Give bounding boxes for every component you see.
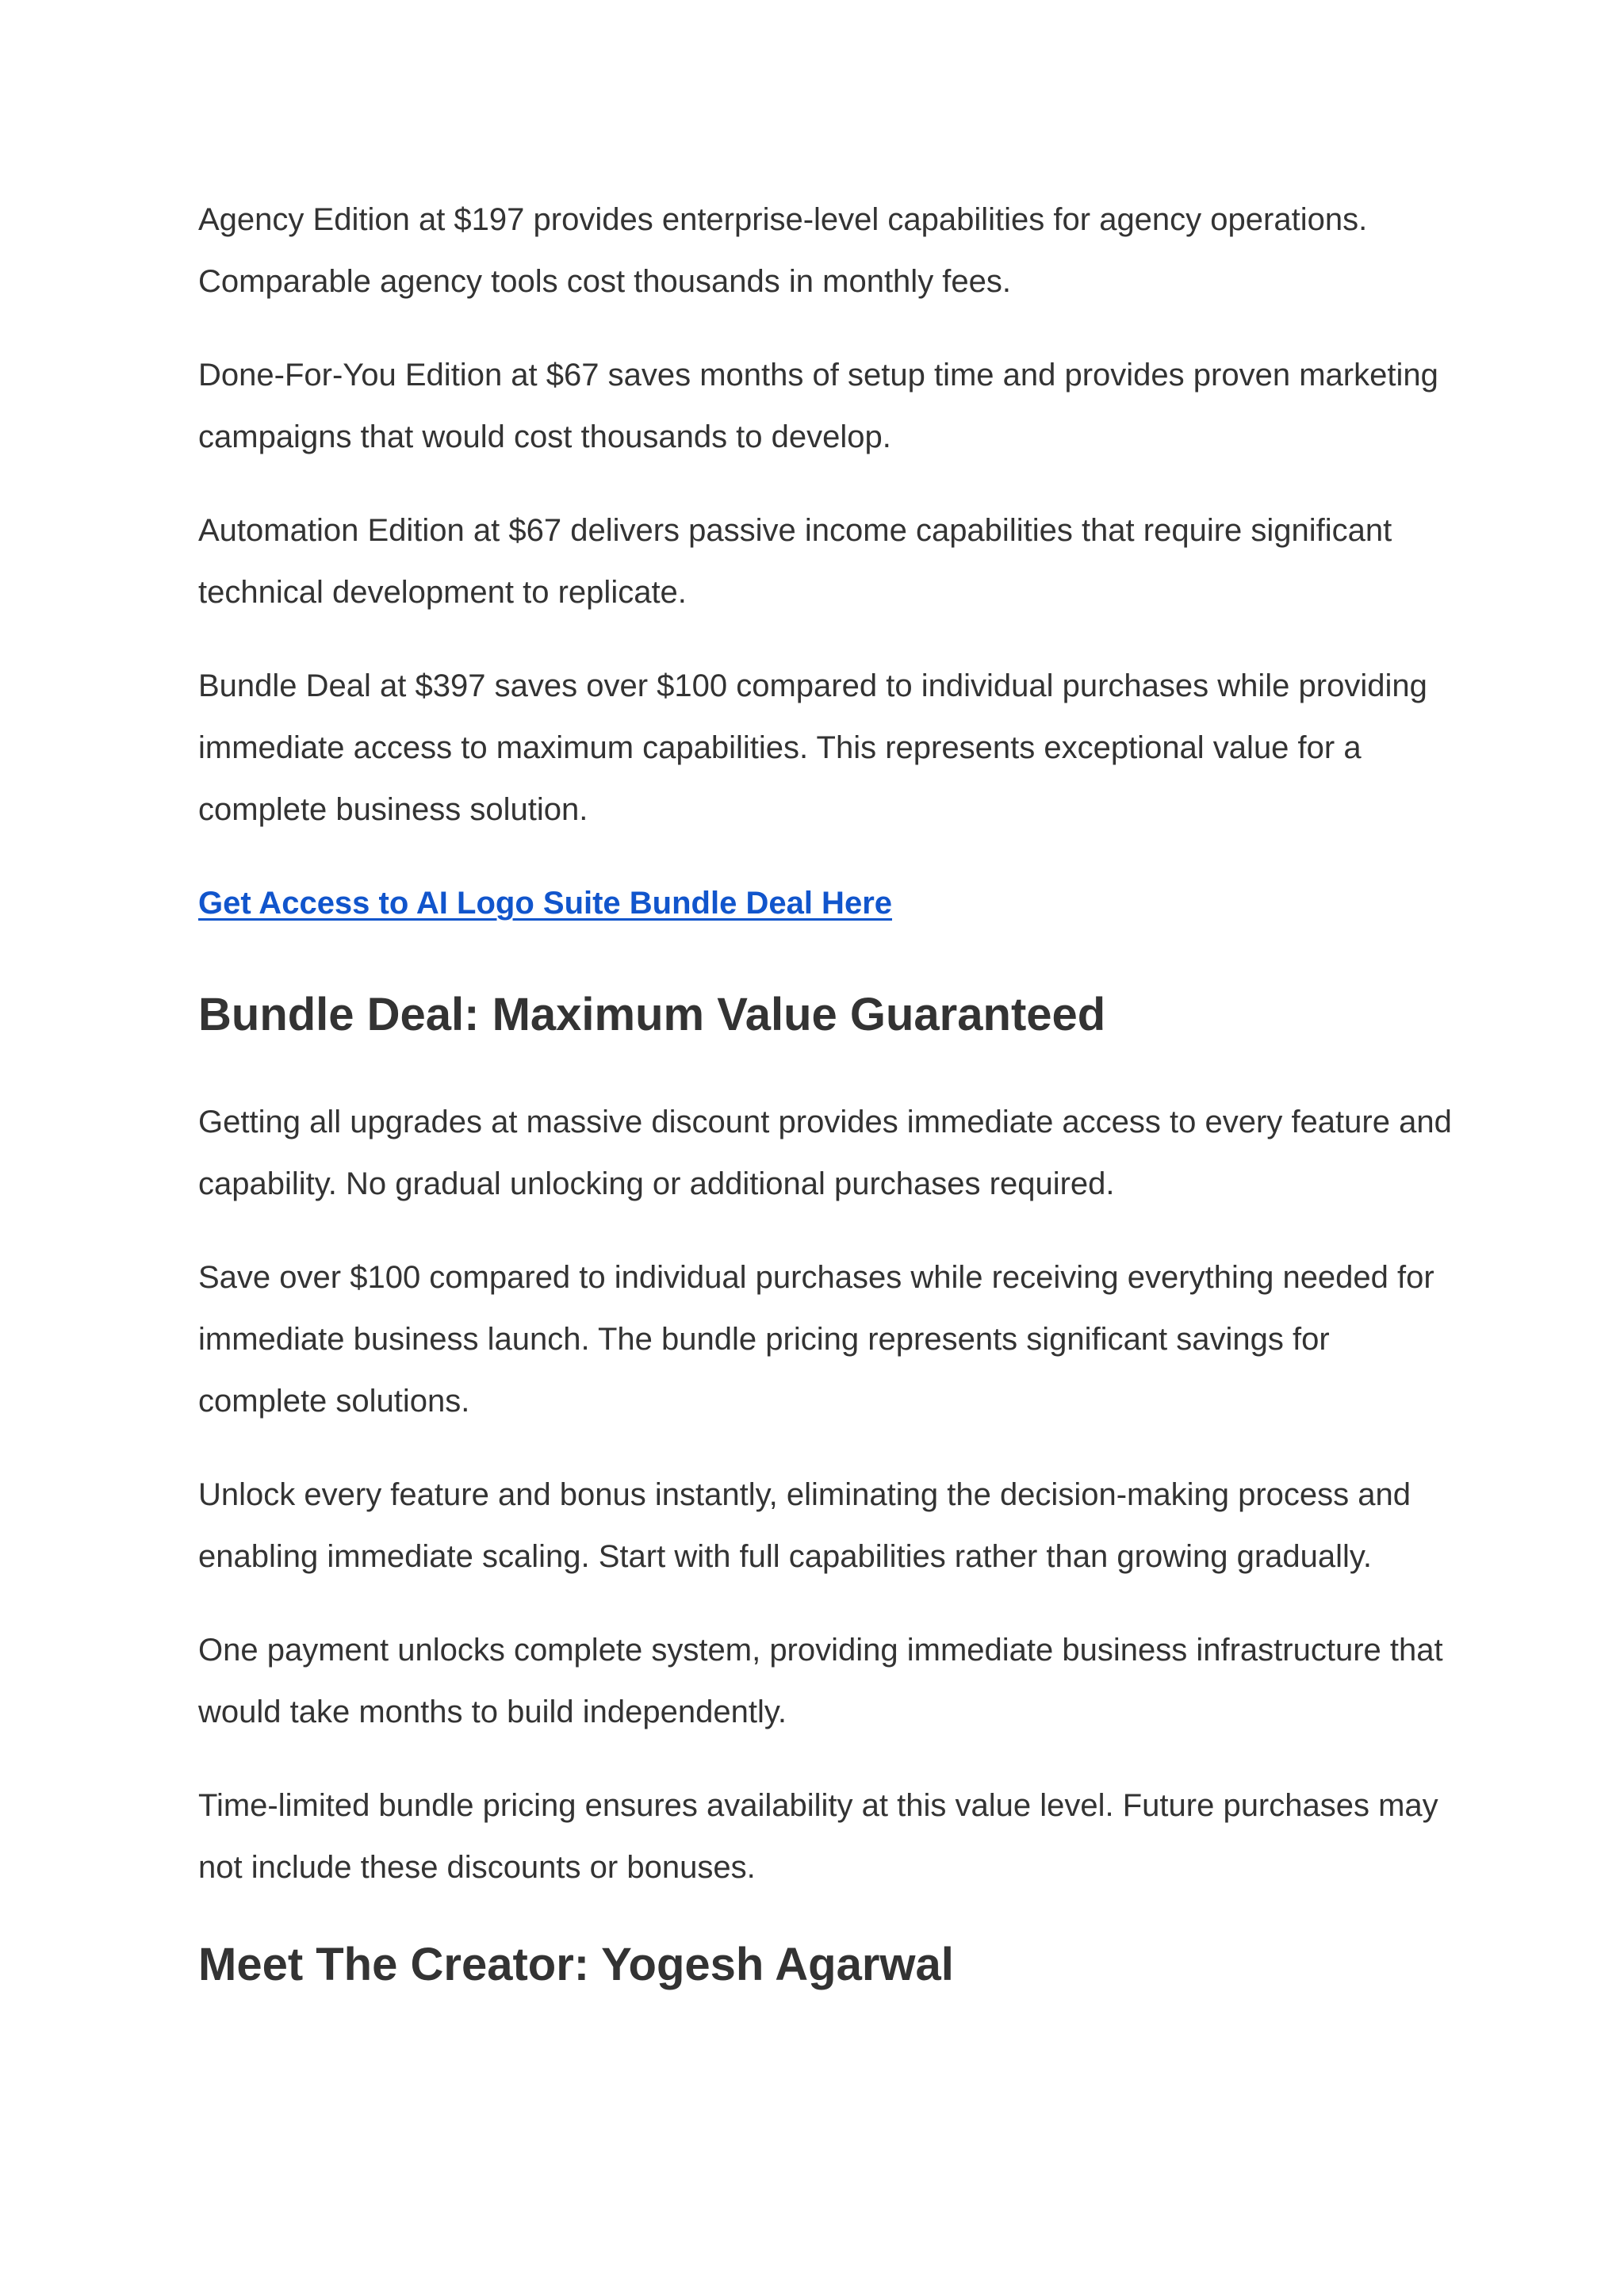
bundle-deal-access-link[interactable]: Get Access to AI Logo Suite Bundle Deal Here [198, 886, 892, 921]
heading-meet-the-creator: Meet The Creator: Yogesh Agarwal [198, 1939, 954, 1990]
heading-bundle-deal: Bundle Deal: Maximum Value Guaranteed [198, 989, 1106, 1040]
paragraph-bundle-time-limited: Time-limited bundle pricing ensures availability at this value level. Future purchases may not include these discounts or bonuses. [198, 1788, 1438, 1885]
paragraph-bundle-upgrades: Getting all upgrades at massive discount provides immediate access to every feature and capability. No gradual unlocking or additional purchases required. [198, 1105, 1452, 1201]
paragraph-agency-edition: Agency Edition at $197 provides enterprise-level capabilities for agency operations. Comparable agency tools cost thousands in monthly fees. [198, 202, 1368, 299]
paragraph-bundle-one-payment: One payment unlocks complete system, providing immediate business infrastructure that would take months to build independently. [198, 1633, 1443, 1729]
paragraph-automation-edition: Automation Edition at $67 delivers passive income capabilities that require significant technical development to replicate. [198, 513, 1392, 610]
paragraph-done-for-you-edition: Done-For-You Edition at $67 saves months of setup time and provides proven marketing campaigns that would cost thousands to develop. [198, 358, 1438, 454]
document-page [198, 189, 1467, 2041]
paragraph-bundle-unlock: Unlock every feature and bonus instantly, eliminating the decision-making process and enabling immediate scaling. Start with full capabilities rather than growing gradually. [198, 1477, 1411, 1574]
paragraph-bundle-savings: Save over $100 compared to individual purchases while receiving everything needed for immediate business launch. The bundle pricing represents significant savings for complete solutions. [198, 1260, 1434, 1419]
paragraph-bundle-deal-price: Bundle Deal at $397 saves over $100 compared to individual purchases while providing immediate access to maximum capabilities. This represents exceptional value for a complete business solution. [198, 668, 1427, 827]
